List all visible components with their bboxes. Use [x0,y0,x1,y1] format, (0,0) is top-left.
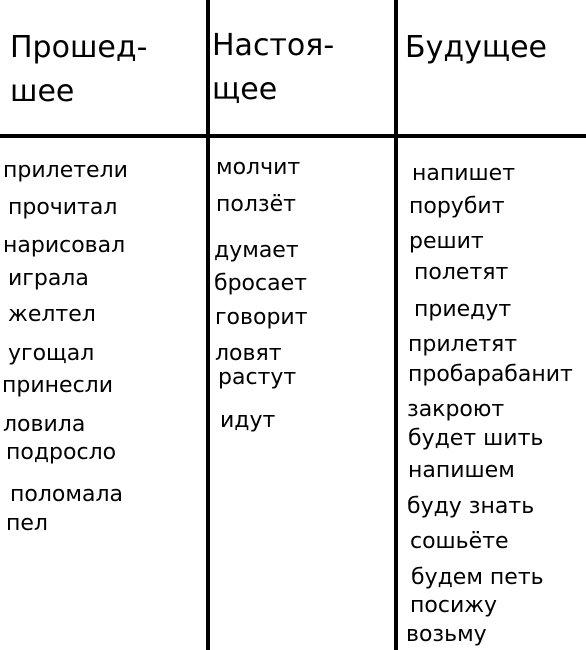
future-word: сошьёте [410,529,509,554]
present-word: ловят [215,341,282,366]
past-word: желтел [8,302,96,327]
future-word: приедут [414,297,512,322]
past-word: поломала [10,482,123,507]
future-word: будем петь [411,565,544,590]
present-word: говорит [215,305,308,330]
header-past-line1: Прошед- [10,30,148,65]
column-divider-1 [206,0,210,650]
past-word: угощал [8,341,95,366]
future-word: решит [409,229,484,254]
present-word: молчит [216,155,301,180]
past-word: прилетели [3,158,128,183]
header-future: Будущее [405,30,548,65]
past-word: играла [8,266,89,291]
future-word: напишем [408,458,515,483]
future-word: будет шить [408,426,544,451]
future-word: закроют [407,397,505,422]
present-word: бросает [214,271,307,296]
past-word: нарисовал [3,233,126,258]
future-word: напишет [412,161,516,186]
column-divider-2 [394,0,398,650]
present-word: ползёт [216,192,296,217]
future-word: полетят [414,260,509,285]
future-word: посижу [410,593,498,618]
future-word: прилетят [408,332,518,357]
future-word: возьму [406,622,487,647]
present-word: идут [220,408,276,433]
header-present-line2: щее [212,72,278,107]
future-word: буду знать [407,494,535,519]
past-word: подросло [6,440,117,465]
present-word: растут [218,365,297,390]
header-divider [0,134,586,138]
present-word: думает [214,238,299,263]
header-past-line2: шее [10,74,75,109]
past-word: принесли [2,373,114,398]
future-word: порубит [409,194,505,219]
past-word: прочитал [8,195,118,220]
past-word: пел [6,511,48,536]
future-word: пробарабанит [408,362,573,387]
past-word: ловила [3,412,86,437]
header-present-line1: Настоя- [212,28,335,63]
